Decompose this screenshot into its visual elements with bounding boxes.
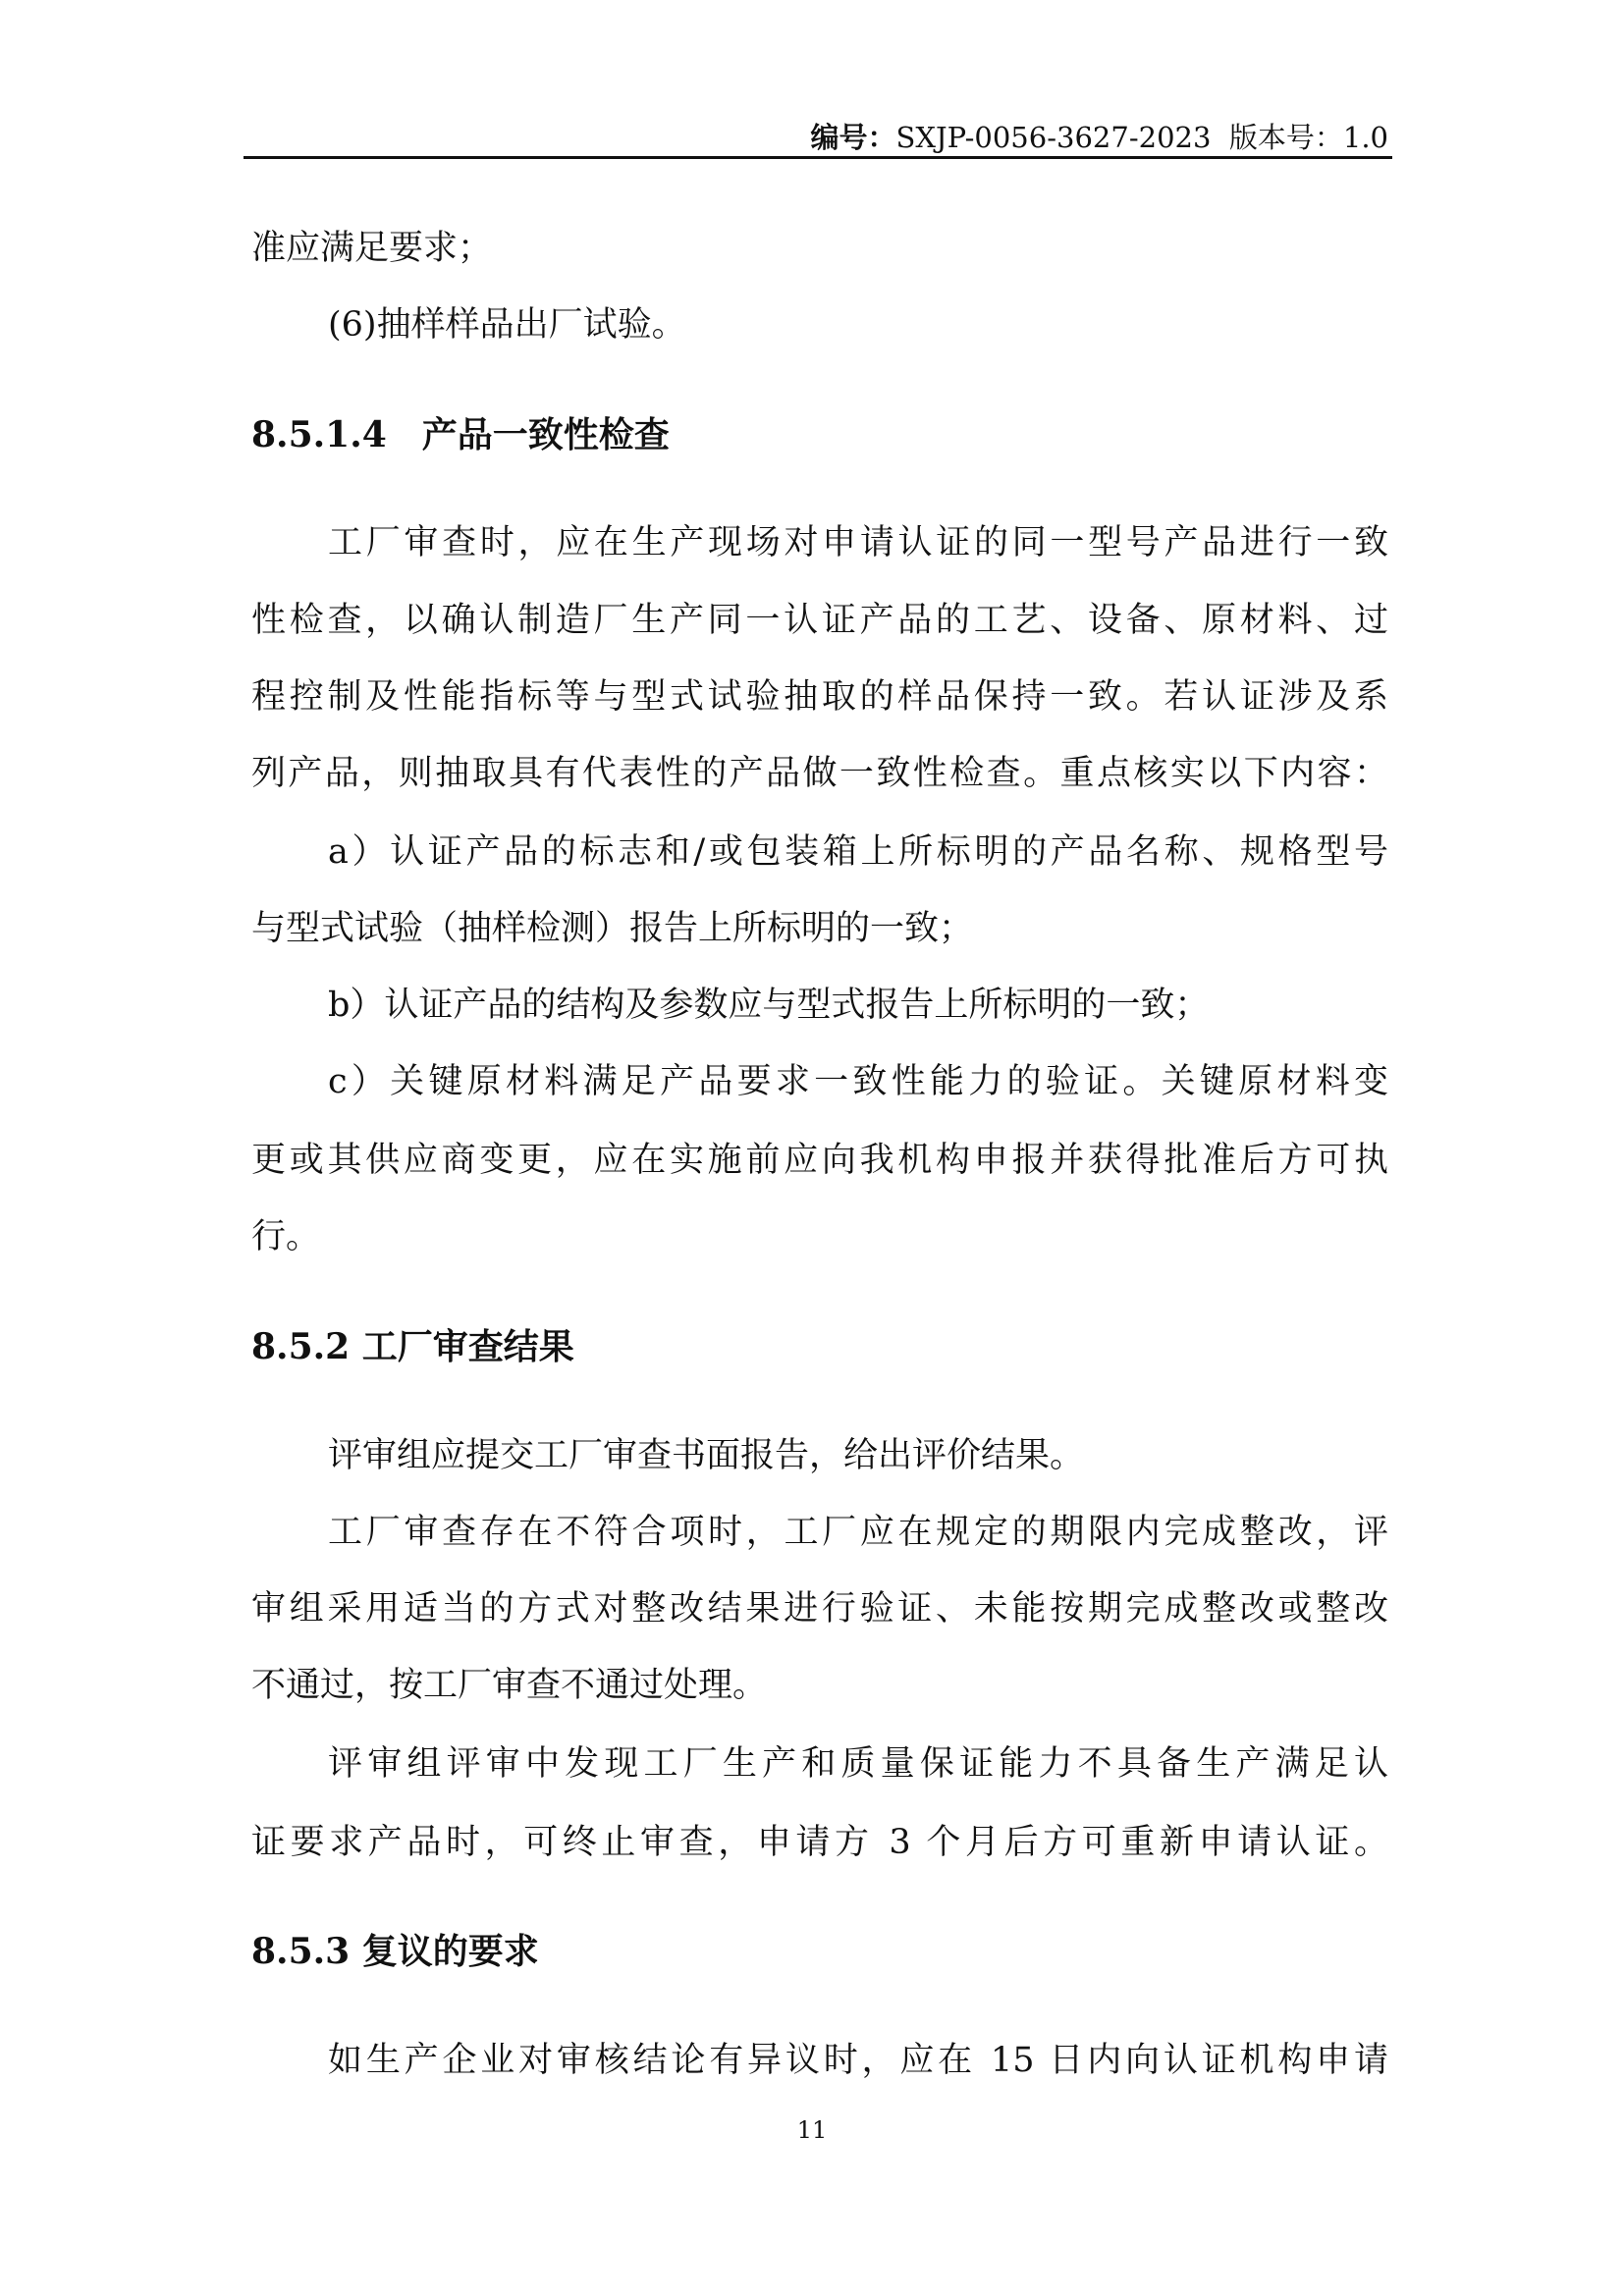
text-line: 性检查，以确认制造厂生产同一认证产品的工艺、设备、原材料、过 <box>251 601 1388 640</box>
version-number: 1.0 <box>1342 121 1388 154</box>
text-line: 程控制及性能指标等与型式试验抽取的样品保持一致。若认证涉及系 <box>251 677 1388 717</box>
text-line: 工厂审查时，应在生产现场对申请认证的同一型号产品进行一致 <box>328 523 1388 562</box>
text-line: 评审组应提交工厂审查书面报告，给出评价结果。 <box>328 1436 1085 1475</box>
text-line: a）认证产品的标志和/或包装箱上所标明的产品名称、规格型号 <box>328 832 1388 872</box>
code-label: 编号： <box>810 121 896 154</box>
text-line: 不通过，按工厂审查不通过处理。 <box>251 1666 768 1705</box>
text-line: (6)抽样样品出厂试验。 <box>328 305 686 345</box>
text-line: 工厂审查存在不符合项时，工厂应在规定的期限内完成整改，评 <box>328 1513 1388 1552</box>
section-heading: 8.5.1.4 产品一致性检查 <box>251 414 670 455</box>
text-line: 与型式试验（抽样检测）报告上所标明的一致； <box>251 909 974 948</box>
version-label: 版本号： <box>1228 121 1343 154</box>
text-line: 更或其供应商变更，应在实施前应向我机构申报并获得批准后方可执 <box>251 1141 1388 1180</box>
text-line: 列产品，则抽取具有代表性的产品做一致性检查。重点核实以下内容： <box>251 754 1388 793</box>
text-line: 如生产企业对审核结论有异议时，应在 15 日内向认证机构申请 <box>328 2041 1388 2080</box>
text-line: c）关键原材料满足产品要求一致性能力的验证。关键原材料变 <box>328 1062 1388 1101</box>
document-header <box>811 116 1388 156</box>
text-line: 行。 <box>251 1217 321 1256</box>
text-line: 证要求产品时，可终止审查，申请方 3 个月后方可重新申请认证。 <box>251 1823 1388 1862</box>
page-number: 11 <box>796 2116 828 2144</box>
section-heading: 8.5.2 工厂审查结果 <box>251 1326 574 1367</box>
text-line: 准应满足要求； <box>251 229 493 268</box>
section-heading: 8.5.3 复议的要求 <box>251 1931 539 1972</box>
text-line: b）认证产品的结构及参数应与型式报告上所标明的一致； <box>328 986 1210 1025</box>
header-rule <box>244 156 1392 159</box>
text-line: 审组采用适当的方式对整改结果进行验证、未能按期完成整改或整改 <box>251 1589 1388 1629</box>
document-code: SXJP-0056-3627-2023 <box>895 121 1212 154</box>
text-line: 评审组评审中发现工厂生产和质量保证能力不具备生产满足认 <box>328 1744 1388 1784</box>
